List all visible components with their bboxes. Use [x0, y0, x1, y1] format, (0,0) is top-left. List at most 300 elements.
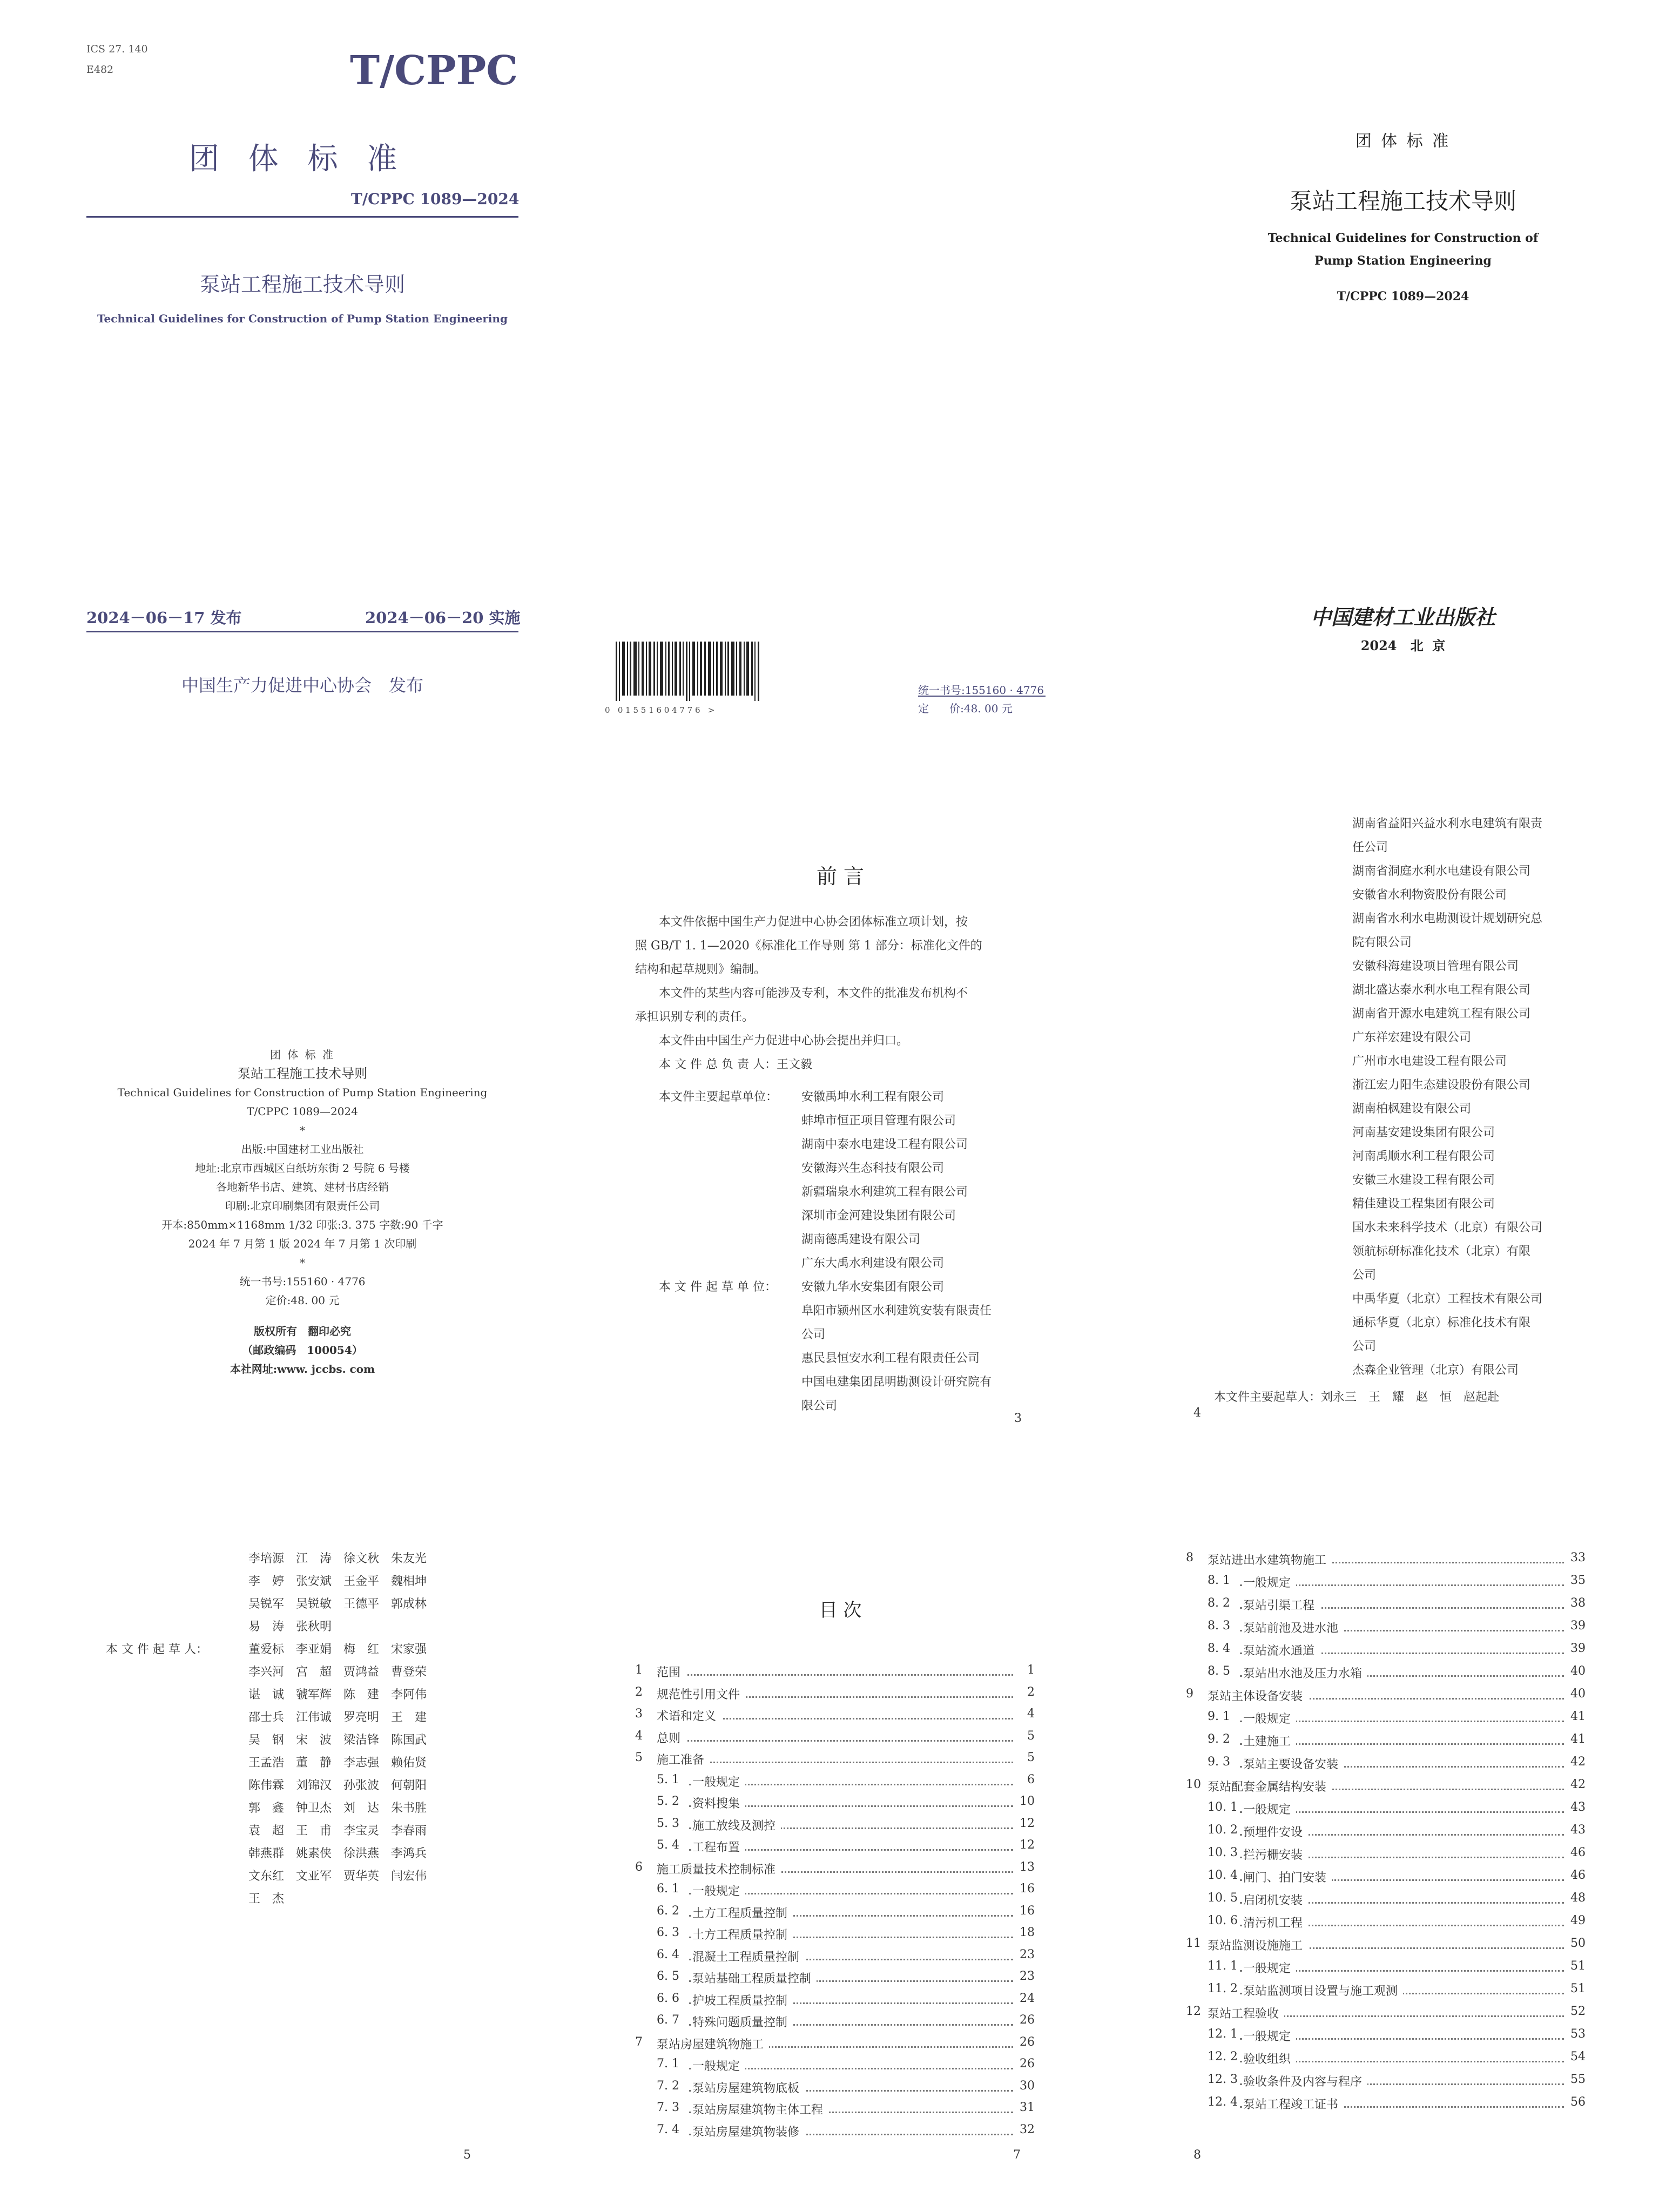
- main-units-label: 本文件主要起草单位：: [659, 1090, 778, 1104]
- toc-entry-title: 泵站工程竣工证书: [1243, 2095, 1344, 2112]
- unit-name: 限公司: [801, 1399, 838, 1413]
- unit-name: 湖南中泰水电建设工程有限公司: [801, 1138, 968, 1151]
- toc-entry-page: 40: [1567, 1664, 1586, 1678]
- toc-entry[interactable]: [635, 1970, 1035, 1992]
- barcode-digits: 0 0 1 5 5 1 6 0 4 7 7 6 >: [605, 705, 715, 715]
- toc-entry[interactable]: [635, 1663, 1035, 1685]
- toc-entry-number: 12. 1: [1208, 2027, 1238, 2041]
- toc-entry[interactable]: [635, 2013, 1035, 2035]
- toc-entry[interactable]: [1186, 1869, 1586, 1891]
- toc-entry-number: 12: [1186, 2005, 1201, 2018]
- city-year: 2024 北 京: [1360, 638, 1446, 653]
- toc-entry-title: 清污机工程: [1243, 1914, 1308, 1931]
- unit-name: 中国电建集团昆明勘测设计研究院有: [801, 1375, 992, 1389]
- toc-entry-page: 39: [1567, 1642, 1586, 1655]
- inner-title-en-2: Pump Station Engineering: [1314, 254, 1492, 268]
- toc-entry-title: 施工放线及测控: [692, 1817, 781, 1833]
- toc-entry-number: 8. 3: [1208, 1619, 1230, 1633]
- toc-entry-page: 18: [1016, 1926, 1035, 1939]
- toc-entry-page: 30: [1016, 2079, 1035, 2093]
- toc-entry-number: 6. 3: [657, 1926, 679, 1939]
- toc-entry-page: 54: [1567, 2050, 1586, 2063]
- toc-entry-number: 11. 2: [1208, 1982, 1238, 1995]
- toc-entry-number: 9. 1: [1208, 1710, 1230, 1723]
- unit-name: 院有限公司: [1352, 936, 1412, 949]
- toc-entry-page: 53: [1567, 2027, 1586, 2041]
- toc-list-continued: [1186, 1551, 1586, 2123]
- colophon-line: *: [300, 1124, 305, 1137]
- toc-entry[interactable]: [1186, 2005, 1586, 2027]
- toc-entry-page: 26: [1016, 2013, 1035, 2027]
- page-number: 5: [463, 2148, 471, 2162]
- cover-publisher: 中国生产力促进中心协会 发布: [181, 675, 423, 696]
- preface-line: 结构和起草规则》编制。: [635, 963, 766, 976]
- toc-entry-number: 3: [635, 1707, 643, 1721]
- toc-entry-number: 4: [635, 1729, 643, 1743]
- unit-name: 湖南省开源水电建筑工程有限公司: [1352, 1007, 1531, 1021]
- inner-number: T/CPPC 1089—2024: [1337, 289, 1469, 304]
- toc-entry[interactable]: [635, 1773, 1035, 1795]
- toc-entry-title: 泵站引渠工程: [1243, 1596, 1320, 1613]
- colophon-line: 出版:中国建材工业出版社: [241, 1143, 364, 1156]
- toc-entry-number: 8. 2: [1208, 1596, 1230, 1610]
- toc-entry-page: 46: [1567, 1869, 1586, 1882]
- toc-entry-number: 8: [1186, 1551, 1193, 1564]
- toc-entry-title: 总则: [657, 1729, 686, 1746]
- toc-entry-title: 土方工程质量控制: [692, 1926, 793, 1943]
- toc-entry-title: 范围: [657, 1663, 686, 1680]
- toc-entry[interactable]: [635, 1882, 1035, 1904]
- toc-entry-title: 泵站前池及进水池: [1243, 1619, 1344, 1636]
- toc-entry-page: 32: [1016, 2123, 1035, 2136]
- unit-name: 惠民县恒安水利工程有限责任公司: [801, 1352, 980, 1365]
- toc-entry[interactable]: [1186, 1755, 1586, 1778]
- toc-entry-page: 31: [1016, 2101, 1035, 2114]
- toc-entry-title: 闸门、拍门安装: [1243, 1869, 1332, 1885]
- toc-entry-title: 泵站进出水建筑物施工: [1208, 1551, 1332, 1568]
- name-row: 李培源 江 涛 徐文秋 朱友光: [248, 1552, 427, 1566]
- toc-entry-number: 7. 3: [657, 2101, 679, 2114]
- page-number: 7: [1013, 2148, 1021, 2162]
- toc-entry-number: 5. 2: [657, 1795, 679, 1808]
- toc-entry-title: 泵站工程验收: [1208, 2005, 1284, 2021]
- toc-entry[interactable]: [635, 1751, 1035, 1773]
- colophon: [97, 1046, 508, 1379]
- toc-entry[interactable]: [1186, 1664, 1586, 1687]
- toc-entry[interactable]: [1186, 1596, 1586, 1619]
- toc-entry-number: 5. 1: [657, 1772, 679, 1786]
- standard-number: T/CPPC 1089—2024: [351, 190, 520, 208]
- toc-entry[interactable]: [1186, 1846, 1586, 1869]
- colophon-line: 地址:北京市西城区白纸坊东街 2 号院 6 号楼: [195, 1162, 410, 1175]
- unit-name: 安徽海兴生态科技有限公司: [801, 1162, 945, 1175]
- website: 本社网址:www. jccbs. com: [230, 1363, 375, 1375]
- toc-entry-title: 土建施工: [1243, 1732, 1296, 1749]
- colophon-line: 各地新华书店、建筑、建材书店经销: [216, 1181, 389, 1193]
- toc-entry-title: 术语和定义: [657, 1707, 721, 1724]
- toc-entry[interactable]: [1186, 1778, 1586, 1800]
- toc-entry-title: 一般规定: [1243, 1574, 1296, 1590]
- toc-entry[interactable]: [1186, 1823, 1586, 1846]
- toc-entry[interactable]: [635, 2057, 1035, 2079]
- colophon-line: 2024 年 7 月第 1 版 2024 年 7 月第 1 次印刷: [188, 1237, 417, 1250]
- inner-standard-type: 团 体 标 准: [1355, 132, 1451, 151]
- unit-name: 广东大禹水利建设有限公司: [801, 1257, 945, 1270]
- cover-title-en: Technical Guidelines for Construction of Pump Station Engineering: [97, 312, 508, 325]
- postcode: （邮政编码 100054）: [242, 1344, 363, 1357]
- unit-name: 国水未来科学技术（北京）有限公司: [1352, 1221, 1543, 1235]
- toc-leader-dots: [667, 1740, 1013, 1742]
- toc-entry-page: 51: [1567, 1959, 1586, 1973]
- toc-entry-title: 一般规定: [692, 1882, 745, 1899]
- toc-entry-number: 12. 3: [1208, 2073, 1238, 2086]
- unit-name: 任公司: [1352, 841, 1388, 854]
- colophon-line: 开本:850mm×1168mm 1/32 印张:3. 375 字数:90 千字: [161, 1218, 443, 1231]
- toc-entry[interactable]: [635, 1707, 1035, 1729]
- toc-entry[interactable]: [1186, 2095, 1586, 2118]
- colophon-line: T/CPPC 1089—2024: [247, 1105, 358, 1118]
- toc-entry-title: 一般规定: [1243, 1710, 1296, 1727]
- toc-entry-page: 56: [1567, 2095, 1586, 2109]
- toc-entry-number: 9. 2: [1208, 1732, 1230, 1746]
- toc-entry[interactable]: [1186, 1732, 1586, 1755]
- toc-entry[interactable]: [1186, 1574, 1586, 1596]
- unit-name: 湖南省益阳兴益水利水电建筑有限责: [1352, 817, 1543, 831]
- toc-entry-number: 7: [635, 2035, 643, 2049]
- ics-code: ICS 27. 140: [86, 43, 148, 55]
- drafters-continued: [248, 1548, 427, 1638]
- unit-name: 安徽九华水安集团有限公司: [801, 1280, 945, 1294]
- units-list: [801, 1276, 992, 1418]
- toc-entry-page: 49: [1567, 1914, 1586, 1927]
- toc-entry-title: 泵站监测设施施工: [1208, 1937, 1308, 1953]
- toc-entry-number: 6. 7: [657, 2013, 679, 2027]
- toc-entry-title: 泵站监测项目设置与施工观测: [1243, 1982, 1403, 1999]
- colophon-line: Technical Guidelines for Construction of Pump Station Engineering: [117, 1086, 488, 1099]
- unit-name: 新疆瑞泉水利建筑工程有限公司: [801, 1185, 968, 1199]
- toc-entry-page: 43: [1567, 1823, 1586, 1837]
- unit-name: 通标华夏（北京）标准化技术有限: [1352, 1316, 1531, 1330]
- toc-entry-title: 一般规定: [1243, 2027, 1296, 2044]
- toc-entry-page: 41: [1567, 1732, 1586, 1746]
- toc-entry[interactable]: [1186, 1710, 1586, 1732]
- barcode: [613, 642, 770, 706]
- isbn-line: 统一书号:155160 · 4776: [918, 684, 1044, 697]
- toc-entry-number: 10: [1186, 1778, 1201, 1791]
- unit-name: 精佳建设工程集团有限公司: [1352, 1197, 1495, 1211]
- toc-entry-number: 5. 3: [657, 1816, 679, 1830]
- toc-entry-number: 7. 1: [657, 2057, 679, 2071]
- toc-entry-page: 26: [1016, 2057, 1035, 2071]
- toc-entry-number: 10. 3: [1208, 1846, 1238, 1859]
- toc-entry-page: 13: [1016, 1860, 1035, 1874]
- toc-entry[interactable]: [1186, 1937, 1586, 1959]
- toc-entry[interactable]: [635, 1729, 1035, 1751]
- toc-entry-page: 46: [1567, 1846, 1586, 1859]
- toc-entry-page: 40: [1567, 1687, 1586, 1701]
- toc-entry[interactable]: [635, 2079, 1035, 2101]
- preface-line: 本文件依据中国生产力促进中心协会团体标准立项计划，按: [659, 915, 968, 929]
- toc-entry-page: 1: [1024, 1663, 1035, 1677]
- main-drafters: 本文件主要起草人：刘永三 王 耀 赵 恒 赵起赴: [1214, 1391, 1500, 1404]
- unit-name: 安徽省水利物资股份有限公司: [1352, 888, 1507, 902]
- toc-entry[interactable]: [635, 2101, 1035, 2123]
- toc-entry-page: 52: [1567, 2005, 1586, 2018]
- toc-entry-number: 11. 1: [1208, 1959, 1238, 1973]
- toc-entry-page: 26: [1016, 2035, 1035, 2049]
- page-number: 8: [1193, 2148, 1201, 2162]
- cover-title-cn: 泵站工程施工技术导则: [199, 273, 405, 296]
- colophon-line: *: [300, 1256, 305, 1269]
- toc-entry[interactable]: [635, 1926, 1035, 1948]
- toc-entry[interactable]: [1186, 1982, 1586, 2005]
- unit-name: 领航标研标准化技术（北京）有限: [1352, 1245, 1531, 1258]
- drafters-label: 本 文 件 起 草 人：: [106, 1643, 208, 1656]
- preface-line: 照 GB/T 1. 1—2020《标准化工作导则 第 1 部分：标准化文件的: [635, 939, 982, 953]
- unit-name: 阜阳市颍州区水利建筑安装有限责任: [801, 1304, 992, 1318]
- unit-name: 湖南省水利水电勘测设计规划研究总: [1352, 912, 1543, 926]
- name-row: 邵士兵 江伟诚 罗亮明 王 建: [248, 1711, 427, 1724]
- toc-entry-title: 启闭机安装: [1243, 1891, 1308, 1908]
- toc-entry-page: 4: [1024, 1707, 1035, 1721]
- toc-entry[interactable]: [1186, 2073, 1586, 2095]
- toc-entry-number: 6. 1: [657, 1882, 679, 1896]
- unit-name: 蚌埠市恒正项目管理有限公司: [801, 1114, 956, 1128]
- toc-entry[interactable]: [635, 1948, 1035, 1970]
- colophon-line: 泵站工程施工技术导则: [238, 1066, 367, 1081]
- toc-entry-number: 10. 4: [1208, 1869, 1238, 1882]
- toc-entry-number: 10. 2: [1208, 1823, 1238, 1837]
- unit-name: 公司: [1352, 1269, 1377, 1282]
- unit-name: 湖南柏枫建设有限公司: [1352, 1102, 1472, 1116]
- classification-code: E482: [86, 64, 114, 76]
- toc-entry-number: 9: [1186, 1687, 1193, 1701]
- name-row: 郭 鑫 钟卫杰 刘 达 朱书胜: [248, 1802, 427, 1815]
- name-row: 陈伟霖 刘锦汉 孙张波 何朝阳: [248, 1779, 427, 1792]
- preface-body: [635, 911, 1046, 1077]
- inner-title-cn: 泵站工程施工技术导则: [1289, 188, 1516, 214]
- toc-entry-page: 23: [1016, 1970, 1035, 1983]
- toc-entry-number: 6. 6: [657, 1991, 679, 2005]
- toc-entry-number: 6. 2: [657, 1904, 679, 1918]
- page-number: 3: [1014, 1412, 1022, 1425]
- toc-entry-number: 12. 2: [1208, 2050, 1238, 2063]
- toc-entry-page: 50: [1567, 1937, 1586, 1950]
- toc-entry-page: 38: [1567, 1596, 1586, 1610]
- toc-entry[interactable]: [635, 1817, 1035, 1839]
- toc-entry-number: 1: [635, 1663, 643, 1677]
- units-list-continued: [1352, 812, 1542, 1382]
- toc-entry[interactable]: [1186, 2050, 1586, 2073]
- toc-entry-title: 泵站房屋建筑物施工: [657, 2035, 769, 2052]
- toc-entry-number: 10. 6: [1208, 1914, 1238, 1927]
- toc-entry-number: 11: [1186, 1937, 1201, 1950]
- toc-entry[interactable]: [1186, 1959, 1586, 1982]
- toc-entry-title: 拦污栅安装: [1243, 1846, 1308, 1863]
- toc-entry-page: 33: [1567, 1551, 1586, 1564]
- rights-notice: 版权所有 翻印必究: [254, 1325, 351, 1338]
- toc-entry[interactable]: [1186, 1800, 1586, 1823]
- toc-entry-title: 泵站基础工程质量控制: [692, 1970, 817, 1986]
- toc-entry-page: 5: [1024, 1751, 1035, 1764]
- toc-entry[interactable]: [635, 1904, 1035, 1926]
- toc-entry-page: 51: [1567, 1982, 1586, 1995]
- toc-entry-title: 泵站房屋建筑物装修: [692, 2123, 805, 2140]
- unit-name: 广东祥宏建设有限公司: [1352, 1031, 1472, 1044]
- toc-entry[interactable]: [635, 2035, 1035, 2058]
- toc-entry-title: 特殊问题质量控制: [692, 2013, 793, 2030]
- toc-entry-page: 16: [1016, 1904, 1035, 1918]
- toc-entry-number: 6. 5: [657, 1970, 679, 1983]
- name-row: 吴 钢 宋 波 梁洁锋 陈国武: [248, 1734, 427, 1747]
- toc-leader-dots: [667, 1762, 1013, 1763]
- toc-leader-dots: [667, 1674, 1013, 1676]
- toc-entry-title: 泵站配套金属结构安装: [1208, 1778, 1332, 1795]
- toc-entry-title: 预埋件安设: [1243, 1823, 1308, 1840]
- name-row: 谌 诚 虢军辉 陈 建 李阿伟: [248, 1688, 427, 1702]
- unit-name: 深圳市金河建设集团有限公司: [801, 1209, 956, 1223]
- unit-name: 安徽禹坤水利工程有限公司: [801, 1090, 945, 1104]
- implement-date: 2024－06－20 实施: [365, 609, 521, 627]
- toc-entry[interactable]: [1186, 1642, 1586, 1664]
- inner-title-en-1: Technical Guidelines for Construction of: [1267, 231, 1539, 245]
- toc-entry-page: 2: [1024, 1685, 1035, 1699]
- toc-entry[interactable]: [1186, 1687, 1586, 1710]
- unit-name: 河南禹顺水利工程有限公司: [1352, 1150, 1495, 1163]
- drafters-list: [248, 1638, 427, 1911]
- toc-entry-page: 35: [1567, 1574, 1586, 1587]
- main-units-list: [801, 1085, 968, 1276]
- name-row: 李兴河 宫 超 贾鸿益 曹登荣: [248, 1665, 427, 1679]
- toc-entry-number: 8. 4: [1208, 1642, 1230, 1655]
- toc-entry[interactable]: [635, 2123, 1035, 2145]
- toc-entry-number: 7. 2: [657, 2079, 679, 2093]
- toc-entry-number: 8. 5: [1208, 1664, 1230, 1678]
- toc-entry-title: 泵站房屋建筑物底板: [692, 2079, 805, 2096]
- toc-entry-title: 资料搜集: [692, 1795, 745, 1811]
- toc-entry-title: 验收组织: [1243, 2050, 1296, 2067]
- name-row: 文东红 文亚军 贾华英 闫宏伟: [248, 1870, 427, 1883]
- price-line: 定 价:48. 00 元: [918, 702, 1013, 715]
- toc-entry[interactable]: [1186, 1914, 1586, 1937]
- publish-date: 2024－06－17 发布: [86, 609, 242, 627]
- name-row: 李 婷 张安斌 王金平 魏相坤: [248, 1575, 427, 1588]
- toc-entry-title: 施工准备: [657, 1751, 710, 1768]
- name-row: 易 涛 张秋明: [248, 1620, 332, 1634]
- toc-entry-page: 48: [1567, 1891, 1586, 1905]
- toc-entry[interactable]: [635, 1838, 1035, 1860]
- unit-name: 安徽三水建设工程有限公司: [1352, 1174, 1495, 1187]
- toc-entry-title: 一般规定: [692, 2057, 745, 2074]
- toc-entry-number: 6: [635, 1860, 643, 1874]
- standard-type: 团 体 标 准: [189, 141, 407, 177]
- unit-name: 湖南省洞庭水利水电建设有限公司: [1352, 865, 1531, 878]
- toc-entry-page: 23: [1016, 1948, 1035, 1961]
- toc-entry-title: 一般规定: [692, 1773, 745, 1790]
- unit-name: 公司: [1352, 1340, 1377, 1353]
- toc-entry[interactable]: [1186, 1891, 1586, 1914]
- name-row: 袁 超 王 甫 李宝灵 李春雨: [248, 1824, 427, 1838]
- toc-entry-page: 41: [1567, 1710, 1586, 1723]
- toc-entry-title: 泵站房屋建筑物主体工程: [692, 2101, 828, 2117]
- press-logo: 中国建材工业出版社: [1310, 605, 1495, 629]
- toc-list: [635, 1663, 1035, 2144]
- toc-entry[interactable]: [1186, 2027, 1586, 2050]
- toc-entry-number: 10. 1: [1208, 1800, 1238, 1814]
- cppc-logo: T/CPPC: [350, 48, 518, 94]
- toc-entry-number: 5. 4: [657, 1838, 679, 1852]
- colophon-line: 定价:48. 00 元: [265, 1294, 340, 1307]
- toc-entry[interactable]: [1186, 1619, 1586, 1642]
- toc-entry-number: 10. 5: [1208, 1891, 1238, 1905]
- unit-name: 公司: [801, 1328, 826, 1341]
- preface-line: 本文件由中国生产力促进中心协会提出并归口。: [659, 1034, 909, 1048]
- name-row: 吴锐军 吴锐敏 王德平 郭成林: [248, 1597, 427, 1611]
- preface-line: 本 文 件 总 负 责 人：王文毅: [659, 1058, 812, 1071]
- toc-entry-number: 9. 3: [1208, 1755, 1230, 1769]
- toc-entry-number: 5: [635, 1751, 643, 1764]
- toc-entry-page: 42: [1567, 1778, 1586, 1791]
- toc-entry-page: 43: [1567, 1800, 1586, 1814]
- toc-entry-title: 施工质量技术控制标准: [657, 1860, 781, 1877]
- toc-entry-title: 护坡工程质量控制: [692, 1992, 793, 2008]
- unit-name: 安徽科海建设项目管理有限公司: [1352, 960, 1519, 973]
- price-divider: [918, 696, 1046, 697]
- preface-line: 承担识别专利的责任。: [635, 1010, 754, 1024]
- unit-name: 湖北盛达泰水利水电工程有限公司: [1352, 983, 1531, 997]
- toc-entry[interactable]: [1186, 1551, 1586, 1574]
- toc-entry-number: 12. 4: [1208, 2095, 1238, 2109]
- cover-divider: [86, 216, 518, 218]
- toc-entry[interactable]: [635, 1795, 1035, 1817]
- toc-entry-title: 土方工程质量控制: [692, 1904, 793, 1921]
- unit-name: 杰森企业管理（北京）有限公司: [1352, 1364, 1519, 1377]
- toc-entry[interactable]: [635, 1860, 1035, 1883]
- toc-entry-title: 规范性引用文件: [657, 1685, 745, 1702]
- toc-entry-page: 12: [1016, 1838, 1035, 1852]
- unit-name: 中禹华夏（北京）工程技术有限公司: [1352, 1292, 1543, 1306]
- toc-entry-number: 6. 4: [657, 1947, 679, 1961]
- toc-entry-number: 2: [635, 1685, 643, 1699]
- toc-entry-page: 12: [1016, 1817, 1035, 1830]
- colophon-line: 印刷:北京印刷集团有限责任公司: [225, 1199, 380, 1212]
- toc-entry-title: 一般规定: [1243, 1959, 1296, 1976]
- unit-name: 湖南德禹建设有限公司: [801, 1233, 921, 1246]
- toc-entry-title: 验收条件及内容与程序: [1243, 2073, 1367, 2089]
- cover-bottom-divider: [86, 631, 518, 632]
- toc-heading: 目 次: [819, 1600, 862, 1621]
- preface-line: 本文件的某些内容可能涉及专利，本文件的批准发布机构不: [659, 987, 968, 1000]
- toc-entry-page: 6: [1024, 1773, 1035, 1786]
- colophon-line: 统一书号:155160 · 4776: [239, 1275, 366, 1288]
- toc-entry-page: 55: [1567, 2073, 1586, 2086]
- toc-entry-title: 工程布置: [692, 1838, 745, 1855]
- toc-entry-page: 42: [1567, 1755, 1586, 1769]
- toc-entry-number: 8. 1: [1208, 1574, 1230, 1587]
- toc-entry-title: 泵站主要设备安装: [1243, 1755, 1344, 1772]
- colophon-line: 团 体 标 准: [269, 1048, 335, 1061]
- toc-entry-number: 7. 4: [657, 2122, 679, 2136]
- toc-entry[interactable]: [635, 1992, 1035, 2014]
- name-row: 王孟浩 董 静 李志强 赖佑贤: [248, 1756, 427, 1770]
- unit-name: 河南基安建设集团有限公司: [1352, 1126, 1495, 1139]
- toc-entry-title: 泵站主体设备安装: [1208, 1687, 1308, 1704]
- toc-entry[interactable]: [635, 1685, 1035, 1708]
- page-number: 4: [1193, 1406, 1201, 1420]
- toc-entry-title: 混凝土工程质量控制: [692, 1948, 805, 1965]
- toc-entry-page: 10: [1016, 1795, 1035, 1808]
- toc-entry-page: 5: [1024, 1729, 1035, 1743]
